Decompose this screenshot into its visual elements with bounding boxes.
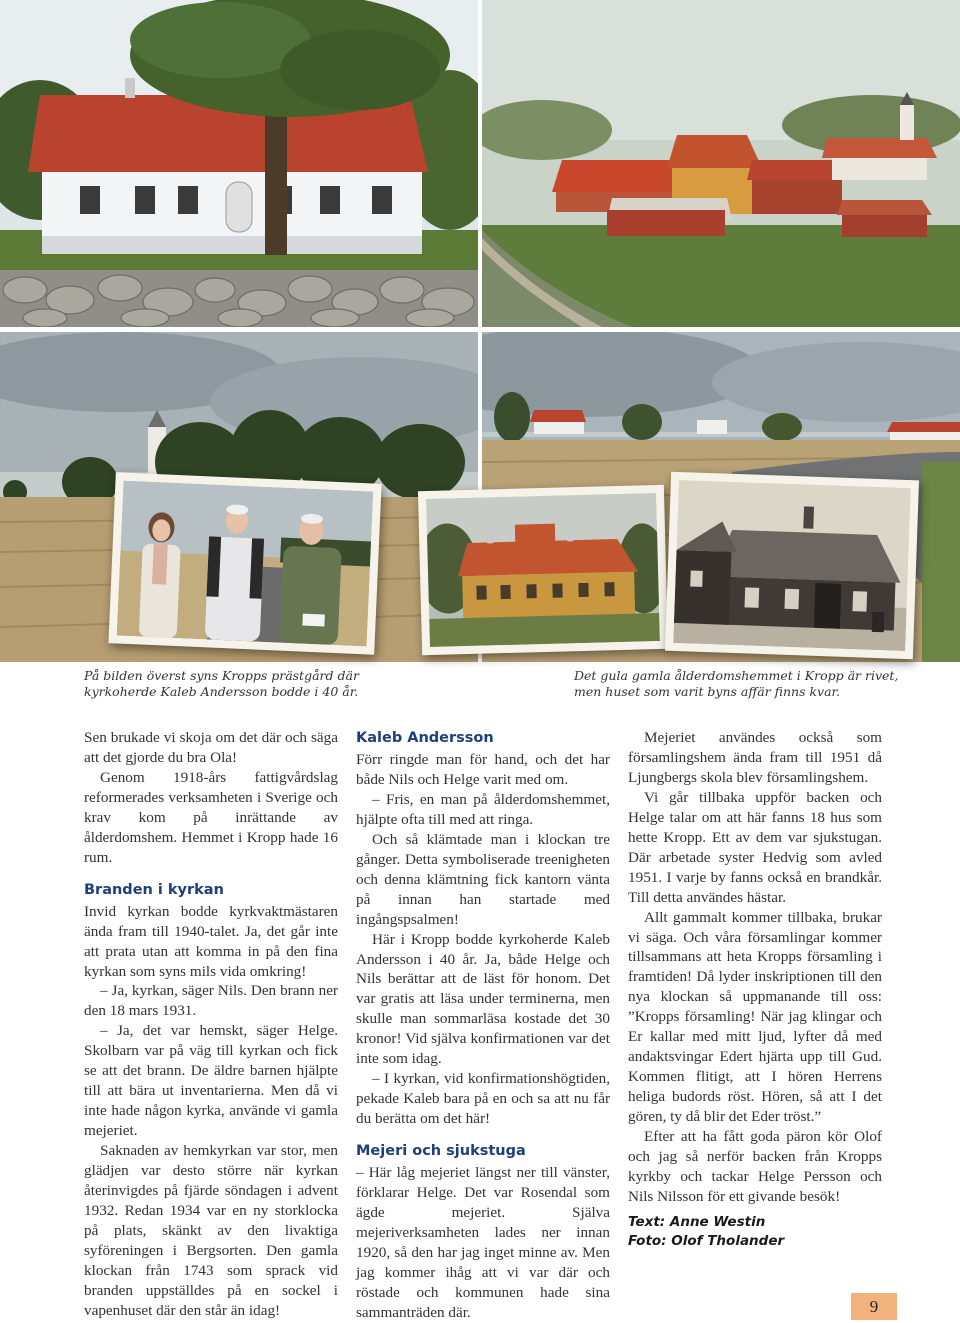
parsonage-photo bbox=[0, 0, 478, 327]
section-heading-kaleb: Kaleb Andersson bbox=[356, 730, 494, 746]
paragraph: Förr ringde man för hand, och det har både Nils och Helge varit med om. bbox=[356, 751, 610, 788]
article-column-1 bbox=[84, 728, 338, 1321]
paragraph: Efter att ha fått goda päron kör Olof och jag så nerför backen från Kropps kyrkby och tackar Helge Persson och Nils Nilsson för ett givande besök! bbox=[628, 1128, 882, 1205]
paragraph: Invid kyrkan bodde kyrkvaktmästaren ända fram till 1940-talet. Ja, det går inte att prata utan att komma in på den fina kyrkan som syns mils vida omkring! bbox=[84, 902, 338, 980]
credits bbox=[628, 1213, 882, 1251]
paragraph: – Ja, kyrkan, säger Nils. Den brann ner den 18 mars 1931. bbox=[84, 982, 338, 1020]
caption-left: På bilden överst syns Kropps prästgård där kyrkoherde Kaleb Andersson bodde i 40 år. bbox=[84, 668, 359, 699]
paragraph: Och så klämtade man i klockan tre gånger. Detta symboliserade treenigheten och denna klämtning fick kantorn vänta på innan han startade med ingångspsalmen! bbox=[356, 830, 610, 928]
village-painting bbox=[482, 0, 960, 327]
paragraph: – Ja, det var hemskt, säger Helge. Skolbarn var på väg till kyrkan och fick se att det brann. De äldre barnen hjälpte till att bära ut inventarierna. Men då vi inte hade någon kyrka, använde vi gamla mejeriet. bbox=[84, 1022, 338, 1140]
paragraph: – I kyrkan, vid konfirmationshögtiden, pekade Kaleb bara på en och sa att nu får du berätta om det här! bbox=[356, 1070, 610, 1128]
section-heading-mejeri: Mejeri och sjukstuga bbox=[356, 1143, 526, 1160]
section-heading-branden: Branden i kyrkan bbox=[84, 881, 224, 898]
old-shop-photo bbox=[665, 472, 919, 660]
paragraph: Sen brukade vi skoja om det där och säga att det gjorde du bra Ola! bbox=[84, 729, 338, 766]
yellow-house-photo bbox=[418, 485, 668, 655]
article-column-2 bbox=[356, 728, 610, 1323]
paragraph: Genom 1918-års fattigvårdslag reformerades verksamheten i Sverige och krav kom på inrättande av ålderdomshem. Hemmet i Kropp hade 16 rum. bbox=[84, 768, 338, 866]
paragraph: Saknaden av hemkyrkan var stor, men glädjen var desto större när kyrkan återinvigdes på fjärde söndagen i advent 1932. Redan 1934 var en ny storklocka på plats, skänkt av den livaktiga syföreningen i Bergsorten. Den gamla klockan från 1743 som sprack vid branden uppställdes på en sockel i vapenhuset där den står än idag! bbox=[84, 1142, 338, 1319]
paragraph: Här i Kropp bodde kyrkoherde Kaleb Andersson i 40 år. Ja, både Helge och Nils berättar att de läst för honom. Det var gratis att läsa under terminerna, men skulle man sommarläsa kostade det 30 kronor! Vid själva konfirmationen var det inte som idag. bbox=[356, 930, 610, 1068]
people-photo bbox=[108, 472, 381, 654]
page-number: 9 bbox=[851, 1293, 897, 1320]
caption-right: Det gula gamla ålderdomshemmet i Kropp är rivet, men huset som varit byns affär finns kvar. bbox=[574, 668, 899, 699]
article-column-3 bbox=[628, 728, 882, 1251]
paragraph: Allt gammalt kommer tillbaka, brukar vi säga. Och våra församlingar kommer tillsammans att heta Kropps församling i framtiden! Då lyder inskriptionen till den nya klockan så uppmanande till oss: ”Kropps församling! När jag klingar och Er kallar med mitt ljud, lyfter då med andaktsvingar Edert hjärta upp till Gud. Kommen flitigt, att I hören Herrens heliga budords röst. Hören, så att I det gören, ty då blir det Eder tröst.” bbox=[628, 908, 882, 1126]
paragraph: Mejeriet användes också som församlingshem ända fram till 1951 då Ljungbergs skola blev församlingshem. bbox=[628, 729, 882, 786]
paragraph: – Fris, en man på ålderdomshemmet, hjälpte ofta till med att ringa. bbox=[356, 790, 610, 828]
credit-text: Text: Anne Westin bbox=[628, 1213, 766, 1230]
credit-photo: Foto: Olof Tholander bbox=[628, 1232, 785, 1249]
paragraph: Vi går tillbaka uppför backen och Helge talar om att här fanns 18 hus som hette Kropp. Ett av dem var sjukstugan. Där arbetade syster Hedvig som avled 1951. I varje by fanns också en brandkår. Till detta användes hästar. bbox=[628, 788, 882, 906]
paragraph: – Här låg mejeriet längst ner till vänster, förklarar Helge. Det var Rosendal som ägde mejeriet. Själva mejeriverksamheten lades ner innan 1920, så den har jag inget minne av. Men jag kommer ihåg att vi var där och röstade och kommunen hade sina sammanträden där. bbox=[356, 1164, 610, 1321]
